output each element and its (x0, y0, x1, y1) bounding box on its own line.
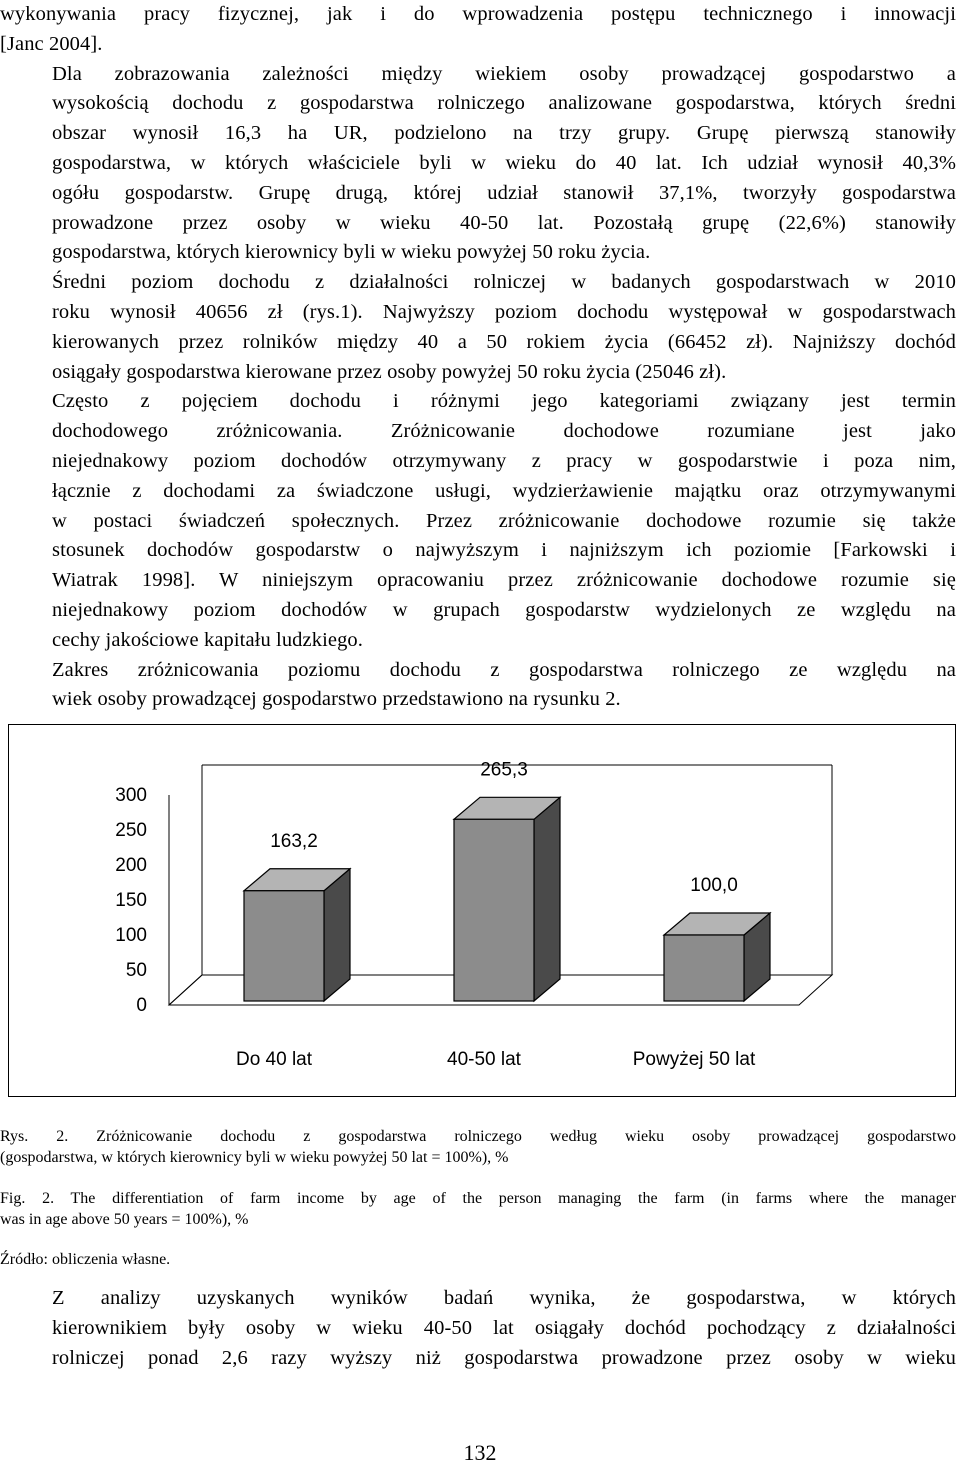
text-line: kierowanych przez rolników między 40 a 50 rokiem życia (66452 zł). Najniższy dochód (52, 330, 956, 353)
bar-side-face (534, 797, 560, 1001)
caption-line: Fig. 2. The differentiation of farm income by age of the person managing the farm (in farms where the manager (0, 1190, 956, 1207)
text-line: roku wynosił 40656 zł (rys.1). Najwyższy poziom dochodu występował w gospodarstwach (52, 300, 956, 323)
back-wall-left-edge (169, 765, 202, 1005)
text-line: łącznie z dochodami za świadczone usługi, wydzierżawienie majątku oraz otrzymywanymi (52, 479, 956, 502)
text-line: Z analizy uzyskanych wyników badań wynika, że gospodarstwa, w których (52, 1287, 956, 1309)
y-tick-label: 150 (115, 890, 147, 911)
y-tick-label: 300 (115, 785, 147, 806)
y-tick-label: 0 (136, 995, 147, 1016)
text-line: wiek osoby prowadzącej gospodarstwo przedstawiono na rysunku 2. (52, 688, 621, 711)
text-line: niejednakowy poziom dochodów otrzymywany z pracy w gospodarstwie i poza nim, (52, 449, 956, 472)
data-label: 163,2 (270, 830, 318, 852)
bar (454, 819, 534, 1001)
text-line: [Janc 2004]. (0, 32, 103, 55)
income-bar-chart (8, 724, 956, 1097)
chart-canvas (9, 725, 955, 1096)
bar-side-face (324, 869, 350, 1001)
caption-line: was in age above 50 years = 100%), % (0, 1211, 249, 1228)
figure-caption-polish (0, 1126, 956, 1168)
text-line: w postaci świadczeń społecznych. Przez zróżnicowanie dochodowe rozumie się także (52, 509, 956, 532)
y-tick-label: 100 (115, 925, 147, 946)
text-line: ogółu gospodarstw. Grupę drugą, której udział stanowił 37,1%, tworzyły gospodarstwa (52, 181, 956, 204)
text-line: prowadzone przez osoby w wieku 40-50 lat. Pozostałą grupę (22,6%) stanowiły (52, 211, 956, 234)
paragraph (0, 656, 956, 716)
body-text-bottom (0, 1284, 956, 1373)
y-tick-label: 200 (115, 855, 147, 876)
text-line: Często z pojęciem dochodu i różnymi jego kategoriami związany jest termin (52, 390, 956, 413)
caption-line: Rys. 2. Zróżnicowanie dochodu z gospodarstwa rolniczego według wieku osoby prowadzącej gospodarstwo (0, 1128, 956, 1145)
source-note: Źródło: obliczenia własne. (0, 1251, 171, 1268)
text-line: rolniczej ponad 2,6 razy wyższy niż gospodarstwa prowadzone przez osoby w wieku (52, 1346, 956, 1369)
bar (244, 891, 324, 1001)
text-line: gospodarstwa, których kierownicy byli w wieku powyżej 50 roku życia. (52, 241, 651, 264)
x-category-label: 40-50 lat (447, 1049, 521, 1070)
text-line: wysokością dochodu z gospodarstwa rolniczego analizowane gospodarstwa, których średni (52, 92, 956, 115)
bar (664, 935, 744, 1001)
paragraph (0, 387, 956, 655)
text-line: osiągały gospodarstwa kierowane przez osoby powyżej 50 roku życia (25046 zł). (52, 360, 727, 383)
y-tick-label: 250 (115, 820, 147, 841)
text-line: obszar wynosił 16,3 ha UR, podzielono na trzy grupy. Grupę pierwszą stanowiły (52, 122, 956, 145)
text-line: kierownikiem były osoby w wieku 40-50 lat osiągały dochód pochodzący z działalności (52, 1316, 956, 1339)
text-line: stosunek dochodów gospodarstw o najwyższym i najniższym ich poziomie [Farkowski i (52, 539, 956, 562)
text-line: cechy jakościowe kapitału ludzkiego. (52, 628, 363, 651)
text-line: Zakres zróżnicowania poziomu dochodu z gospodarstwa rolniczego ze względu na (52, 658, 956, 681)
caption-line: (gospodarstwa, w których kierownicy byli w wieku powyżej 50 lat = 100%), % (0, 1149, 509, 1166)
text-line: wykonywania pracy fizycznej, jak i do wprowadzenia postępu technicznego i innowacji (0, 3, 956, 25)
body-text-top (0, 0, 956, 715)
text-line: Wiatrak 1998]. W niniejszym opracowaniu przez zróżnicowanie dochodowe rozumie się (52, 569, 956, 592)
page-number: 132 (463, 1440, 497, 1465)
figure-caption-english (0, 1188, 956, 1230)
paragraph (0, 0, 956, 60)
text-line: Średni poziom dochodu z działalności rolniczej w badanych gospodarstwach w 2010 (52, 271, 956, 294)
text-line: dochodowego zróżnicowania. Zróżnicowanie dochodowe rozumiane jest jako (52, 420, 956, 443)
text-line: niejednakowy poziom dochodów w grupach gospodarstw wydzielonych ze względu na (52, 598, 956, 621)
x-category-label: Powyżej 50 lat (632, 1049, 756, 1070)
y-tick-label: 50 (125, 960, 147, 981)
text-line: gospodarstwa, w których właściciele byli w wieku do 40 lat. Ich udział wynosił 40,3% (52, 151, 956, 174)
data-label: 265,3 (480, 759, 528, 781)
paragraph (0, 60, 956, 269)
paragraph (0, 268, 956, 387)
x-category-label: Do 40 lat (235, 1049, 313, 1070)
data-label: 100,0 (690, 875, 738, 896)
text-line: Dla zobrazowania zależności między wiekiem osoby prowadzącej gospodarstwo a (52, 62, 956, 85)
paragraph (0, 1284, 956, 1373)
